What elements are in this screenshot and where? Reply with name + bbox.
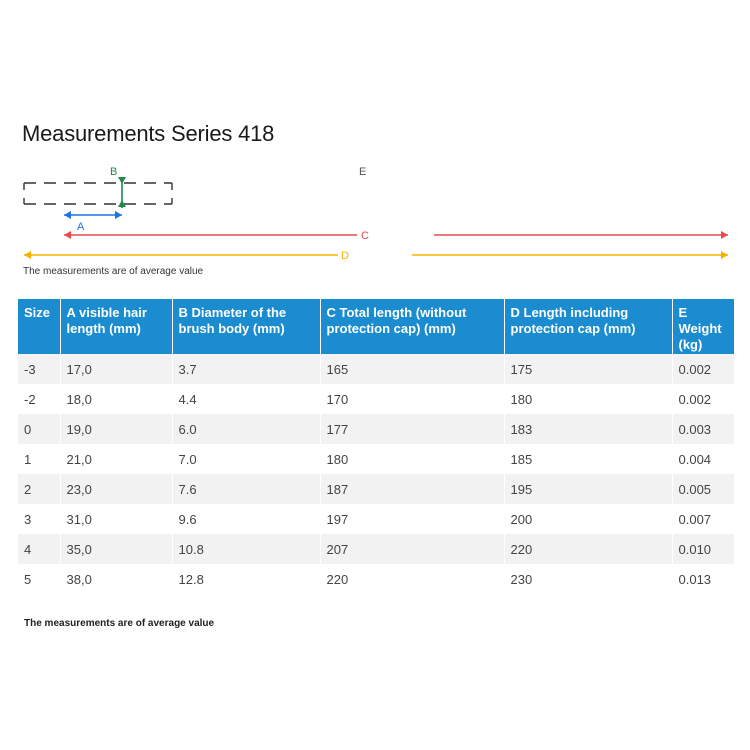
cell-size: 3 [18,504,60,534]
cell-a: 31,0 [60,504,172,534]
cell-c: 207 [320,534,504,564]
cell-b: 12.8 [172,564,320,594]
cell-size: 1 [18,444,60,474]
page-title: Measurements Series 418 [22,121,275,146]
cell-b: 9.6 [172,504,320,534]
average-value-note: The measurements are of average value [23,266,204,277]
label-b: B [110,166,118,178]
table-row [18,444,734,474]
table-row [18,564,734,594]
cell-a: 18,0 [60,384,172,414]
cell-e: 0.007 [672,504,734,534]
header-e-weight: E Weight (kg) [672,299,734,354]
cell-b: 6.0 [172,414,320,444]
label-e: E [359,166,367,178]
cell-c: 180 [320,444,504,474]
cell-a: 19,0 [60,414,172,444]
cell-c: 220 [320,564,504,594]
dimension-a [64,211,122,219]
table-row [18,384,734,414]
label-d: D [341,250,349,262]
measurements-table [18,299,734,594]
cell-a: 35,0 [60,534,172,564]
cell-c: 165 [320,354,504,384]
cell-b: 7.0 [172,444,320,474]
cell-size: 4 [18,534,60,564]
table-row [18,414,734,444]
cell-a: 23,0 [60,474,172,504]
table-header-row [18,299,734,354]
cell-c: 187 [320,474,504,504]
dimension-d [24,251,728,259]
cell-size: 5 [18,564,60,594]
header-a-visible-hair-length: A visible hair length (mm) [60,299,172,354]
label-a: A [77,221,85,233]
cell-e: 0.004 [672,444,734,474]
table-row [18,534,734,564]
table-row [18,474,734,504]
cell-size: -2 [18,384,60,414]
label-c: C [361,230,369,242]
cell-e: 0.003 [672,414,734,444]
cell-e: 0.005 [672,474,734,504]
dimension-c [64,231,728,239]
cell-e: 0.002 [672,354,734,384]
cell-b: 7.6 [172,474,320,504]
cell-e: 0.002 [672,384,734,414]
cell-e: 0.010 [672,534,734,564]
cell-d: 175 [504,354,672,384]
average-value-footnote: The measurements are of average value [24,618,215,629]
cell-a: 17,0 [60,354,172,384]
cell-a: 38,0 [60,564,172,594]
cell-d: 200 [504,504,672,534]
cell-b: 3.7 [172,354,320,384]
cell-e: 0.013 [672,564,734,594]
cell-d: 195 [504,474,672,504]
cell-d: 220 [504,534,672,564]
brush-dimension-diagram [0,160,750,270]
cell-a: 21,0 [60,444,172,474]
cell-c: 177 [320,414,504,444]
table-row [18,354,734,384]
cell-d: 180 [504,384,672,414]
table-row [18,504,734,534]
header-d-length-with-cap: D Length including protection cap (mm) [504,299,672,354]
cell-size: 2 [18,474,60,504]
header-size: Size [18,299,60,354]
cell-d: 230 [504,564,672,594]
cell-d: 185 [504,444,672,474]
cell-size: -3 [18,354,60,384]
header-c-total-length: C Total length (without protection cap) (mm) [320,299,504,354]
header-b-diameter: B Diameter of the brush body (mm) [172,299,320,354]
cell-c: 170 [320,384,504,414]
cell-d: 183 [504,414,672,444]
cell-b: 4.4 [172,384,320,414]
cell-size: 0 [18,414,60,444]
cell-c: 197 [320,504,504,534]
cell-b: 10.8 [172,534,320,564]
brush-outline [24,183,172,204]
